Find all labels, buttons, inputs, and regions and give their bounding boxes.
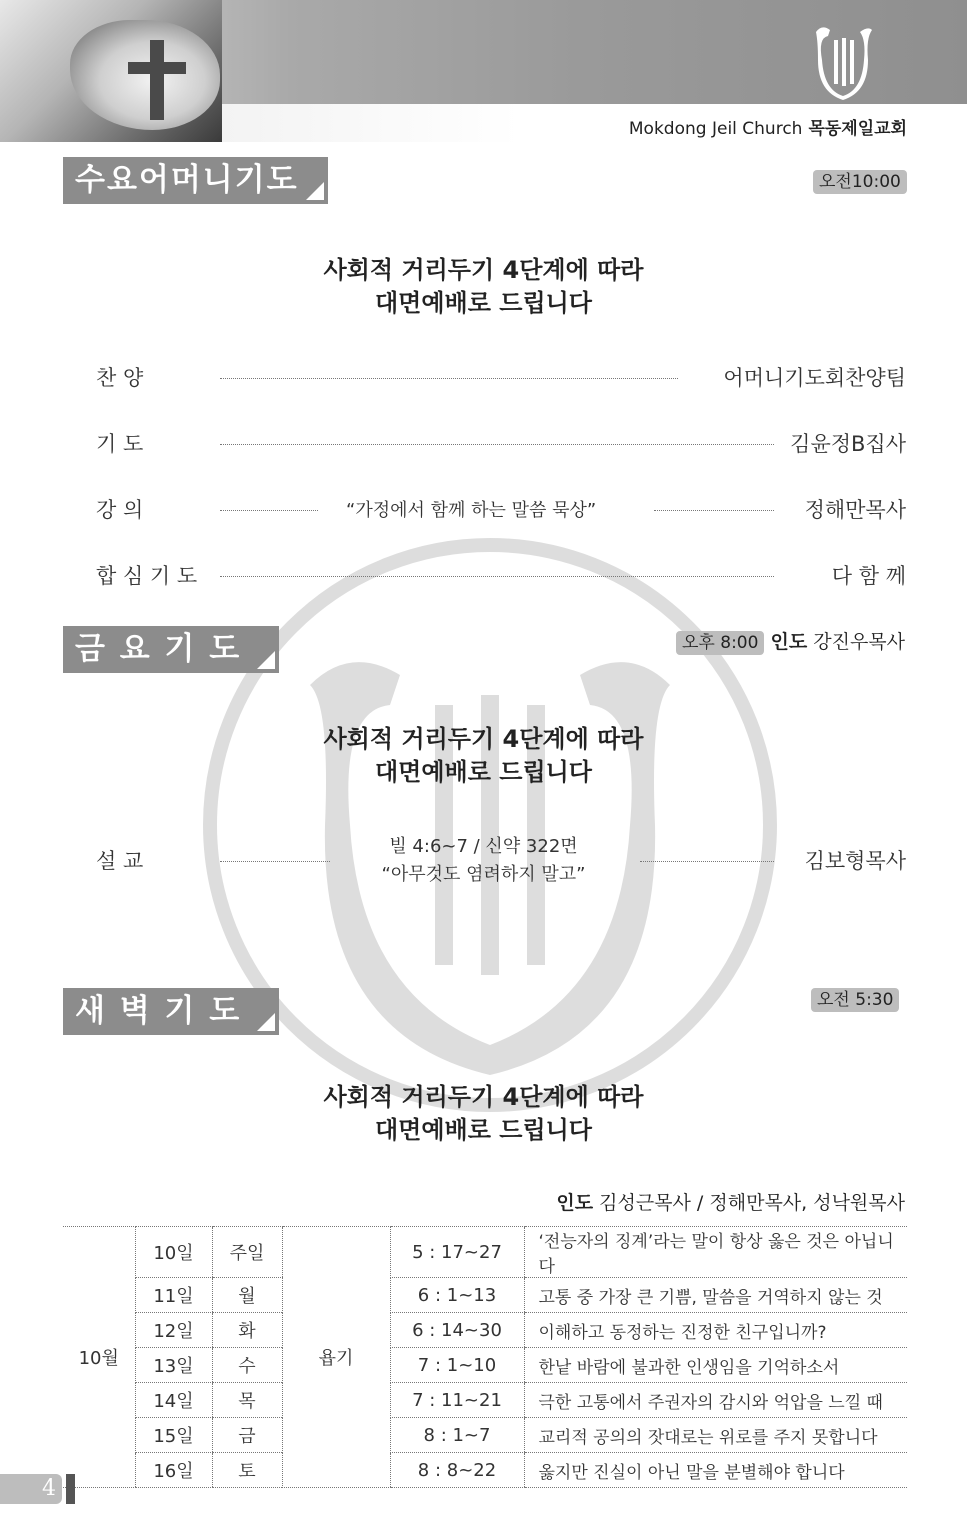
- passage-cell: 6 : 14~30: [390, 1313, 524, 1348]
- table-row: [63, 1227, 907, 1278]
- table-row: [63, 1278, 907, 1313]
- program-person: 김윤정B집사: [790, 432, 906, 456]
- passage-cell: 7 : 1~10: [390, 1348, 524, 1383]
- dawn-title-text: 새 벽 기 도 회: [75, 993, 242, 1076]
- friday-notice-line2: 대면예배로 드립니다: [374, 758, 592, 786]
- dawn-leader-names: 김성근목사 / 정해만목사, 성낙원목사: [599, 1192, 905, 1214]
- dotted-leader: [220, 576, 774, 577]
- friday-leader-label: 인도: [770, 631, 808, 653]
- tab-corner-icon: [306, 182, 324, 200]
- dotted-leader: [220, 378, 678, 379]
- title-cell: 교리적 공의의 잣대로는 위로를 주지 못합니다: [524, 1418, 907, 1453]
- program-label: 강 의: [96, 498, 144, 522]
- day-cell: 10일: [135, 1227, 212, 1278]
- month-cell: 10월: [63, 1227, 135, 1488]
- wednesday-section-title: [63, 157, 328, 245]
- dawn-time-badge: 오전 5:30: [811, 988, 899, 1012]
- lecture-title: “가정에서 함께 하는 말씀 묵상”: [346, 500, 597, 521]
- day-cell: 14일: [135, 1383, 212, 1418]
- table-row: [63, 1348, 907, 1383]
- dawn-schedule-table: [63, 1226, 907, 1488]
- table-row: [63, 1453, 907, 1488]
- book-cell: 욥기: [282, 1227, 390, 1488]
- lyre-watermark-icon: [200, 535, 780, 1115]
- sermon-title: “아무것도 염려하지 말고”: [381, 864, 586, 885]
- sermon-reference: 빌 4:6~7 / 신약 322면: [389, 836, 578, 857]
- wednesday-time-badge: 오전10:00: [813, 170, 907, 194]
- title-cell: 옳지만 진실이 아닌 말을 분별해야 합니다: [524, 1453, 907, 1488]
- program-row-praise: [96, 362, 906, 392]
- dawn-leaders: [556, 1188, 905, 1215]
- day-cell: 16일: [135, 1453, 212, 1488]
- passage-cell: 6 : 1~13: [390, 1278, 524, 1313]
- program-row-lecture: [96, 494, 906, 524]
- weekday-cell: 토: [212, 1453, 282, 1488]
- page-number: 4: [0, 1474, 62, 1504]
- church-name-ko: 목동제일교회: [808, 119, 907, 139]
- tab-corner-icon: [257, 1013, 275, 1031]
- weekday-cell: 수: [212, 1348, 282, 1383]
- program-person: 어머니기도회찬양팀: [723, 366, 906, 390]
- dawn-leader-label: 인도: [556, 1192, 594, 1214]
- friday-title-text: 금 요 기 도 회: [75, 631, 242, 714]
- program-label: 찬 양: [96, 366, 144, 390]
- passage-cell: 7 : 11~21: [390, 1383, 524, 1418]
- weekday-cell: 화: [212, 1313, 282, 1348]
- weekday-cell: 금: [212, 1418, 282, 1453]
- dotted-leader: [220, 444, 774, 445]
- cross-icon: [150, 40, 164, 120]
- program-row-prayer: [96, 428, 906, 458]
- program-label: 설 교: [96, 849, 144, 873]
- title-cell: 이해하고 동정하는 진정한 친구입니까?: [524, 1313, 907, 1348]
- page-number-bar: [66, 1474, 75, 1504]
- day-cell: 11일: [135, 1278, 212, 1313]
- friday-notice-line1: 사회적 거리두기 4단계에 따라: [323, 725, 644, 753]
- friday-time-leader: [676, 627, 905, 655]
- tab-corner-icon: [257, 651, 275, 669]
- dotted-leader: [654, 510, 774, 511]
- title-cell: 한낱 바람에 불과한 인생임을 기억하소서: [524, 1348, 907, 1383]
- program-row-unison-prayer: [96, 560, 906, 590]
- program-person: 정해만목사: [804, 498, 906, 522]
- weekday-cell: 월: [212, 1278, 282, 1313]
- title-cell: ‘전능자의 징계’라는 말이 항상 옳은 것은 아닙니다: [524, 1227, 907, 1278]
- weekday-cell: 주일: [212, 1227, 282, 1278]
- lyre-dove-icon: [808, 20, 878, 100]
- day-cell: 15일: [135, 1418, 212, 1453]
- dotted-leader: [220, 510, 318, 511]
- program-label: 기 도: [96, 432, 144, 456]
- friday-leader-name: 강진우목사: [813, 631, 906, 653]
- table-row: [63, 1383, 907, 1418]
- praying-hands-photo: [0, 0, 222, 142]
- wednesday-notice-line2: 대면예배로 드립니다: [374, 289, 592, 317]
- program-person: 김보형목사: [804, 849, 906, 873]
- sermon-details: [0, 833, 967, 889]
- church-name: [629, 114, 907, 139]
- day-cell: 12일: [135, 1313, 212, 1348]
- passage-cell: 8 : 1~7: [390, 1418, 524, 1453]
- table-row: [63, 1418, 907, 1453]
- passage-cell: 8 : 8~22: [390, 1453, 524, 1488]
- title-cell: 극한 고통에서 주권자의 감시와 억압을 느낄 때: [524, 1383, 907, 1418]
- cross-bar: [128, 62, 186, 74]
- title-cell: 고통 중 가장 큰 기쁨, 말씀을 거역하지 않는 것: [524, 1278, 907, 1313]
- friday-section-title: [63, 626, 279, 714]
- program-label: 합 심 기 도: [96, 564, 198, 588]
- weekday-cell: 목: [212, 1383, 282, 1418]
- wednesday-notice-line1: 사회적 거리두기 4단계에 따라: [323, 256, 644, 284]
- friday-time-badge: 오후 8:00: [676, 631, 764, 655]
- hands-shape: [70, 20, 220, 130]
- day-cell: 13일: [135, 1348, 212, 1383]
- church-name-en: Mokdong Jeil Church: [628, 119, 803, 139]
- table-row: [63, 1313, 907, 1348]
- dawn-section-title: [63, 988, 279, 1076]
- dawn-notice-line1: 사회적 거리두기 4단계에 따라: [323, 1083, 644, 1111]
- dawn-notice-line2: 대면예배로 드립니다: [374, 1116, 592, 1144]
- program-person: 다 함 께: [831, 564, 906, 588]
- passage-cell: 5 : 17~27: [390, 1227, 524, 1278]
- wednesday-title-text: 수요어머니기도회: [75, 162, 299, 245]
